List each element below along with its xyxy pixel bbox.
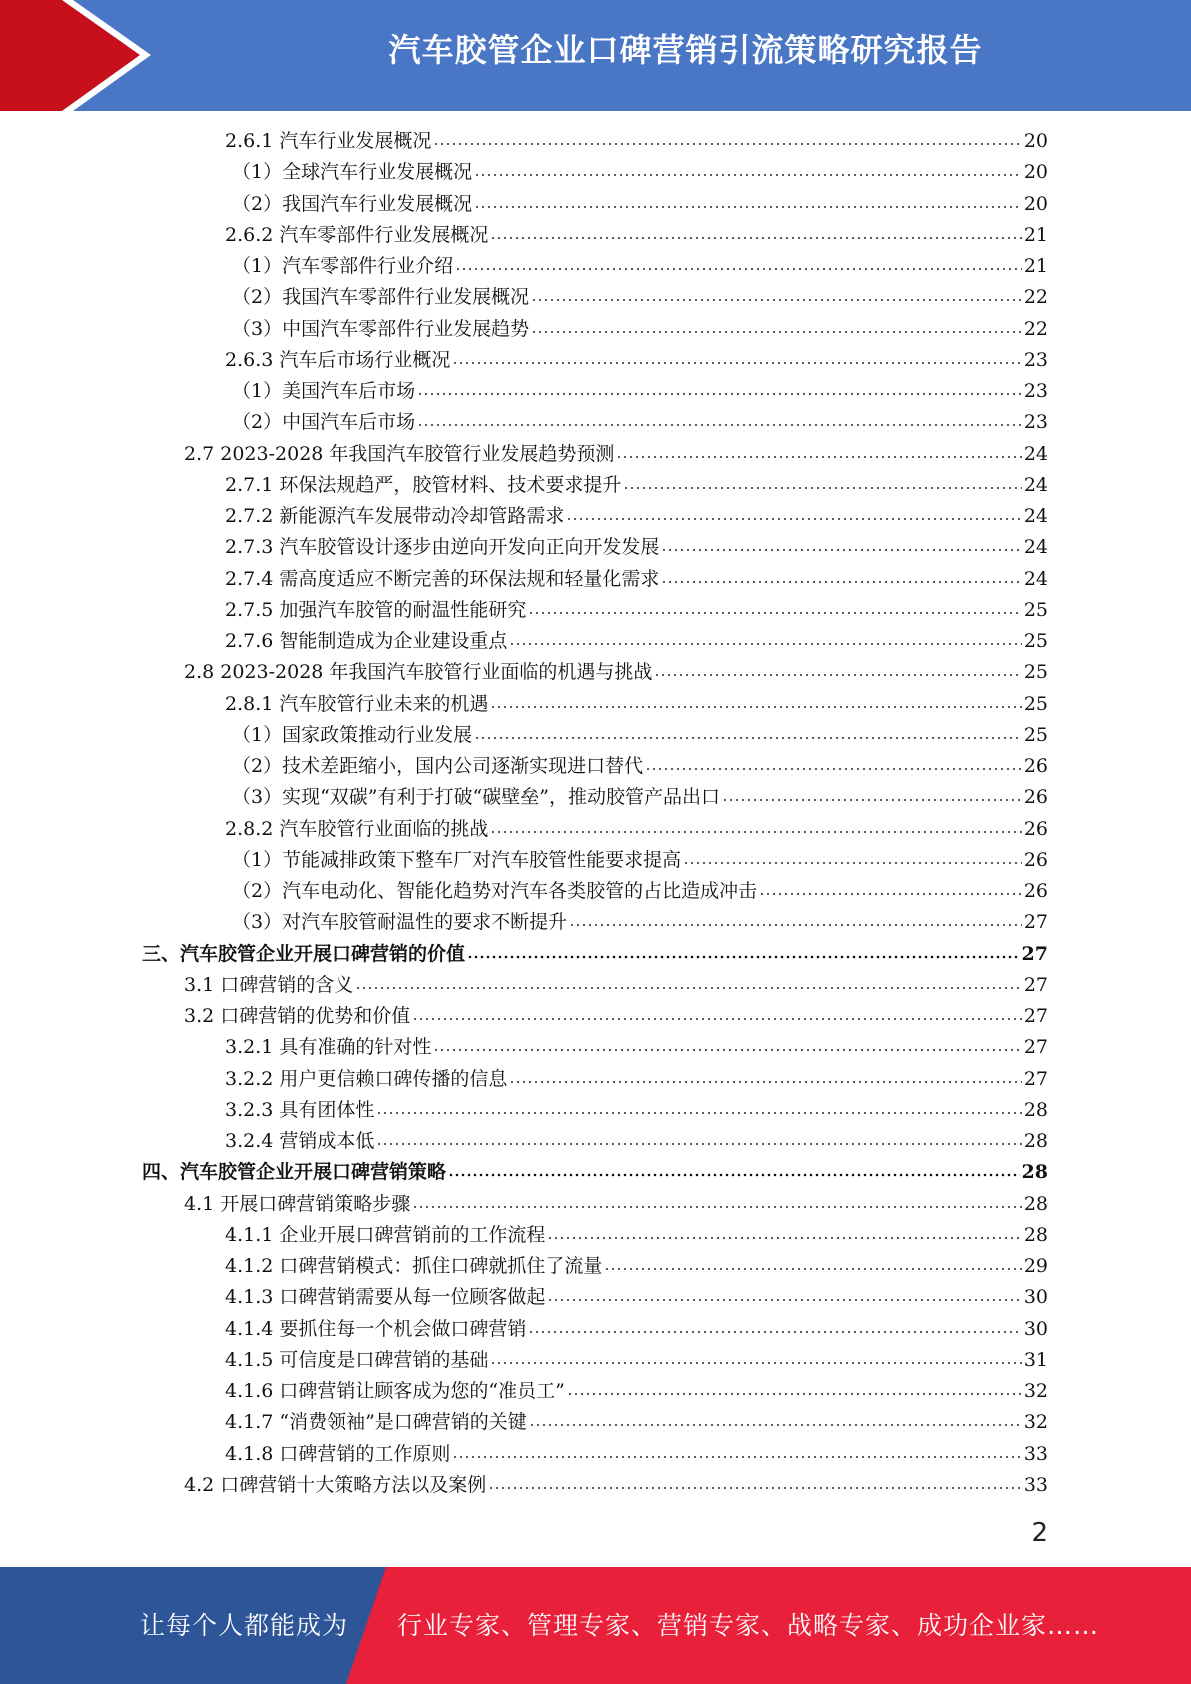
- toc-entry-page: 26: [1023, 786, 1048, 809]
- toc-entry-title: （1）全球汽车行业发展概况: [232, 161, 473, 184]
- toc-dot-leader: [604, 1255, 1021, 1271]
- toc-entry-page: 24: [1023, 567, 1048, 590]
- toc-entry-page: 33: [1023, 1442, 1048, 1465]
- toc-entry-title: （2）汽车电动化、智能化趋势对汽车各类胶管的占比造成冲击: [232, 880, 758, 902]
- toc-entry-page: 31: [1023, 1348, 1048, 1371]
- toc-entry-title: （3）实现“双碳”有利于打破“碳壁垒”，推动胶管产品出口: [232, 786, 720, 809]
- toc-entry[interactable]: [225, 1345, 1048, 1376]
- toc-entry-title: 2.7.4 需高度适应不断完善的环保法规和轻量化需求: [225, 567, 660, 590]
- toc-dot-leader: [722, 786, 1022, 802]
- toc-entry[interactable]: [225, 1064, 1048, 1095]
- toc-entry[interactable]: [232, 189, 1048, 220]
- toc-dot-leader: [474, 161, 1022, 177]
- toc-entry-page: 26: [1023, 755, 1048, 777]
- toc-dot-leader: [509, 1067, 1021, 1083]
- toc-entry-page: 27: [1021, 942, 1048, 965]
- toc-entry-title: 4.1.1 企业开展口碑营销前的工作流程: [225, 1223, 546, 1246]
- toc-entry-page: 25: [1023, 723, 1048, 746]
- toc-entry-title: 2.8.2 汽车胶管行业面临的挑战: [225, 817, 489, 840]
- report-title: 汽车胶管企业口碑营销引流策略研究报告: [388, 31, 983, 69]
- toc-entry-title: （3）对汽车胶管耐温性的要求不断提升: [232, 911, 568, 934]
- toc-dot-leader: [452, 349, 1021, 365]
- toc-dot-leader: [528, 1317, 1021, 1333]
- toc-entry-page: 24: [1023, 536, 1048, 559]
- page-footer: [0, 1567, 1191, 1684]
- toc-entry-title: （1）节能减排政策下整车厂对汽车胶管性能要求提高: [232, 848, 682, 871]
- toc-dot-leader: [355, 974, 1022, 990]
- toc-entry[interactable]: [184, 1470, 1048, 1501]
- toc-entry-title: （2）技术差距缩小，国内公司逐渐实现进口替代: [232, 755, 644, 777]
- toc-entry[interactable]: [225, 220, 1048, 251]
- toc-entry-page: 23: [1023, 380, 1048, 402]
- toc-entry-title: 2.6.2 汽车零部件行业发展概况: [225, 223, 489, 246]
- toc-entry-title: 3.2.2 用户更信赖口碑传播的信息: [225, 1067, 508, 1090]
- toc-entry-title: 2.7.6 智能制造成为企业建设重点: [225, 630, 508, 652]
- toc-entry-page: 32: [1023, 1380, 1048, 1402]
- toc-entry-title: （1）汽车零部件行业介绍: [232, 255, 454, 277]
- toc-entry-title: （2）我国汽车零部件行业发展概况: [232, 286, 530, 309]
- toc-entry-page: 28: [1021, 1161, 1048, 1184]
- toc-entry[interactable]: [225, 1282, 1048, 1313]
- toc-entry-title: （3）中国汽车零部件行业发展趋势: [232, 317, 530, 340]
- toc-entry-page: 25: [1023, 661, 1048, 684]
- toc-entry-page: 20: [1023, 130, 1048, 152]
- toc-entry[interactable]: [225, 345, 1048, 376]
- toc-entry-page: 27: [1023, 1067, 1048, 1090]
- toc-entry[interactable]: [225, 470, 1048, 501]
- toc-entry-page: 26: [1023, 880, 1048, 902]
- toc-entry-page: 24: [1023, 505, 1048, 527]
- toc-dot-leader: [567, 1380, 1022, 1396]
- toc-entry-title: （2）中国汽车后市场: [232, 411, 416, 434]
- toc-entry-title: 2.7.1 环保法规趋严，胶管材料、技术要求提升: [225, 473, 622, 496]
- toc-dot-leader: [433, 1036, 1021, 1052]
- toc-dot-leader: [616, 442, 1021, 458]
- toc-dot-leader: [490, 1349, 1021, 1365]
- toc-dot-leader: [661, 567, 1021, 583]
- toc-entry[interactable]: [232, 876, 1048, 907]
- toc-dot-leader: [490, 224, 1021, 240]
- toc-entry[interactable]: [225, 1032, 1048, 1063]
- toc-dot-leader: [433, 130, 1021, 146]
- toc-entry-title: 3.2.1 具有准确的针对性: [225, 1036, 432, 1059]
- toc-entry[interactable]: [232, 251, 1048, 282]
- toc-entry[interactable]: [232, 907, 1048, 938]
- toc-entry[interactable]: [184, 970, 1048, 1001]
- toc-entry-page: 25: [1023, 692, 1048, 715]
- toc-entry-page: 28: [1023, 1130, 1048, 1152]
- toc-entry[interactable]: [225, 1314, 1048, 1345]
- toc-dot-leader: [474, 724, 1022, 740]
- footer-slogan-left: 让每个人都能成为: [140, 1611, 349, 1640]
- toc-entry-title: 3.2 口碑营销的优势和价值: [184, 1005, 411, 1027]
- toc-entry[interactable]: [225, 626, 1048, 657]
- toc-entry-title: 3.2.4 营销成本低: [225, 1130, 375, 1152]
- toc-entry-page: 20: [1023, 192, 1048, 215]
- toc-entry-page: 29: [1023, 1255, 1048, 1277]
- toc-entry-page: 27: [1023, 973, 1048, 996]
- toc-entry-title: 3.1 口碑营销的含义: [184, 973, 354, 996]
- toc-entry[interactable]: [225, 814, 1048, 845]
- toc-entry[interactable]: [232, 157, 1048, 188]
- footer-slogan-right: 行业专家、管理专家、营销专家、战略专家、成功企业家……: [397, 1611, 1100, 1640]
- toc-entry[interactable]: [184, 657, 1048, 688]
- toc-dot-leader: [474, 192, 1022, 208]
- toc-entry[interactable]: [142, 1157, 1048, 1188]
- toc-entry[interactable]: [225, 1095, 1048, 1126]
- toc-entry-title: 4.1.5 可信度是口碑营销的基础: [225, 1348, 489, 1371]
- toc-entry-page: 27: [1023, 1036, 1048, 1059]
- toc-entry-page: 28: [1023, 1223, 1048, 1246]
- toc-entry[interactable]: [225, 532, 1048, 563]
- toc-dot-leader: [467, 942, 1020, 958]
- toc-entry[interactable]: [225, 595, 1048, 626]
- toc-entry[interactable]: [232, 282, 1048, 313]
- toc-entry-page: 27: [1023, 911, 1048, 934]
- toc-entry-page: 25: [1023, 598, 1048, 621]
- toc-entry[interactable]: [225, 689, 1048, 720]
- toc-entry[interactable]: [232, 314, 1048, 345]
- toc-dot-leader: [569, 911, 1022, 927]
- toc-entry[interactable]: [225, 1251, 1048, 1282]
- toc-dot-leader: [566, 505, 1021, 521]
- toc-entry-page: 21: [1023, 255, 1048, 277]
- toc-entry-title: 2.7.3 汽车胶管设计逐步由逆向开发向正向开发发展: [225, 536, 660, 559]
- toc-entry-title: 4.1.8 口碑营销的工作原则: [225, 1442, 451, 1465]
- toc-entry-title: 三、汽车胶管企业开展口碑营销的价值: [142, 942, 466, 965]
- toc-dot-leader: [455, 255, 1022, 271]
- header-chevron-decoration: [0, 0, 160, 111]
- toc-dot-leader: [547, 1286, 1021, 1302]
- toc-dot-leader: [531, 317, 1022, 333]
- toc-dot-leader: [531, 286, 1022, 302]
- toc-entry-title: 3.2.3 具有团体性: [225, 1098, 375, 1121]
- toc-dot-leader: [490, 692, 1021, 708]
- toc-entry[interactable]: [225, 1376, 1048, 1407]
- toc-entry[interactable]: [184, 439, 1048, 470]
- toc-entry-page: 32: [1023, 1411, 1048, 1434]
- toc-dot-leader: [509, 630, 1021, 646]
- toc-entry-title: （1）美国汽车后市场: [232, 380, 416, 402]
- toc-entry-page: 25: [1023, 630, 1048, 652]
- page-number: 2: [1031, 1518, 1048, 1548]
- toc-entry-title: 2.8.1 汽车胶管行业未来的机遇: [225, 692, 489, 715]
- toc-entry-page: 24: [1023, 442, 1048, 465]
- toc-entry-title: 2.7.2 新能源汽车发展带动冷却管路需求: [225, 505, 565, 527]
- toc-entry[interactable]: [225, 1220, 1048, 1251]
- toc-entry[interactable]: [225, 1126, 1048, 1157]
- toc-entry-title: 2.6.3 汽车后市场行业概况: [225, 348, 451, 371]
- toc-dot-leader: [412, 1192, 1022, 1208]
- toc-entry[interactable]: [225, 1439, 1048, 1470]
- toc-entry-title: 4.1.4 要抓住每一个机会做口碑营销: [225, 1317, 527, 1340]
- toc-entry[interactable]: [232, 407, 1048, 438]
- toc-entry[interactable]: [232, 376, 1048, 407]
- toc-entry-title: （1）国家政策推动行业发展: [232, 723, 473, 746]
- toc-entry-title: 2.8 2023-2028 年我国汽车胶管行业面临的机遇与挑战: [184, 661, 653, 684]
- toc-entry-page: 23: [1023, 411, 1048, 434]
- toc-dot-leader: [623, 474, 1021, 490]
- toc-entry-title: 4.2 口碑营销十大策略方法以及案例: [184, 1473, 487, 1496]
- toc-dot-leader: [661, 536, 1021, 552]
- toc-dot-leader: [412, 1005, 1022, 1021]
- toc-entry-title: （2）我国汽车行业发展概况: [232, 192, 473, 215]
- toc-entry-title: 4.1.6 口碑营销让顾客成为您的“准员工”: [225, 1380, 565, 1402]
- toc-entry-title: 2.7.5 加强汽车胶管的耐温性能研究: [225, 598, 527, 621]
- toc-entry-title: 4.1.2 口碑营销模式：抓住口碑就抓住了流量: [225, 1255, 603, 1277]
- toc-dot-leader: [654, 661, 1021, 677]
- toc-entry-page: 24: [1023, 473, 1048, 496]
- toc-dot-leader: [759, 880, 1022, 896]
- toc-dot-leader: [417, 411, 1022, 427]
- toc-dot-leader: [528, 599, 1021, 615]
- toc-entry[interactable]: [142, 939, 1048, 970]
- toc-entry-page: 22: [1023, 317, 1048, 340]
- toc-entry-title: 4.1.3 口碑营销需要从每一位顾客做起: [225, 1286, 546, 1309]
- toc-entry-page: 23: [1023, 348, 1048, 371]
- toc-entry[interactable]: [225, 564, 1048, 595]
- toc-dot-leader: [547, 1224, 1021, 1240]
- toc-entry-title: 2.6.1 汽车行业发展概况: [225, 130, 432, 152]
- toc-entry[interactable]: [232, 845, 1048, 876]
- toc-entry[interactable]: [232, 720, 1048, 751]
- toc-dot-leader: [683, 849, 1022, 865]
- toc-dot-leader: [452, 1442, 1021, 1458]
- toc-entry[interactable]: [184, 1189, 1048, 1220]
- toc-entry-page: 28: [1023, 1098, 1048, 1121]
- toc-entry-page: 30: [1023, 1286, 1048, 1309]
- toc-dot-leader: [417, 380, 1022, 396]
- toc-dot-leader: [645, 755, 1022, 771]
- toc-entry[interactable]: [232, 751, 1048, 782]
- toc-dot-leader: [376, 1130, 1021, 1146]
- toc-dot-leader: [448, 1161, 1020, 1177]
- toc-entry-page: 21: [1023, 223, 1048, 246]
- toc-entry-page: 22: [1023, 286, 1048, 309]
- toc-entry-page: 33: [1023, 1473, 1048, 1496]
- toc-entry-page: 26: [1023, 848, 1048, 871]
- toc-dot-leader: [488, 1474, 1022, 1490]
- toc-entry-title: 4.1 开展口碑营销策略步骤: [184, 1192, 411, 1215]
- toc-entry[interactable]: [184, 1001, 1048, 1032]
- toc-dot-leader: [376, 1099, 1021, 1115]
- toc-entry-page: 26: [1023, 817, 1048, 840]
- toc-entry[interactable]: [225, 126, 1048, 157]
- toc-entry-title: 4.1.7 “消费领袖”是口碑营销的关键: [225, 1411, 527, 1434]
- toc-entry-page: 30: [1023, 1317, 1048, 1340]
- toc-entry[interactable]: [232, 782, 1048, 813]
- toc-entry-title: 四、汽车胶管企业开展口碑营销策略: [142, 1161, 447, 1184]
- toc-entry[interactable]: [225, 1407, 1048, 1438]
- toc-entry-page: 28: [1023, 1192, 1048, 1215]
- toc-entry[interactable]: [225, 501, 1048, 532]
- toc-dot-leader: [529, 1411, 1022, 1427]
- toc-entry-page: 27: [1023, 1005, 1048, 1027]
- toc-entry-page: 20: [1023, 161, 1048, 184]
- toc-entry-title: 2.7 2023-2028 年我国汽车胶管行业发展趋势预测: [184, 442, 615, 465]
- toc-dot-leader: [490, 817, 1021, 833]
- page-header: [0, 0, 1191, 111]
